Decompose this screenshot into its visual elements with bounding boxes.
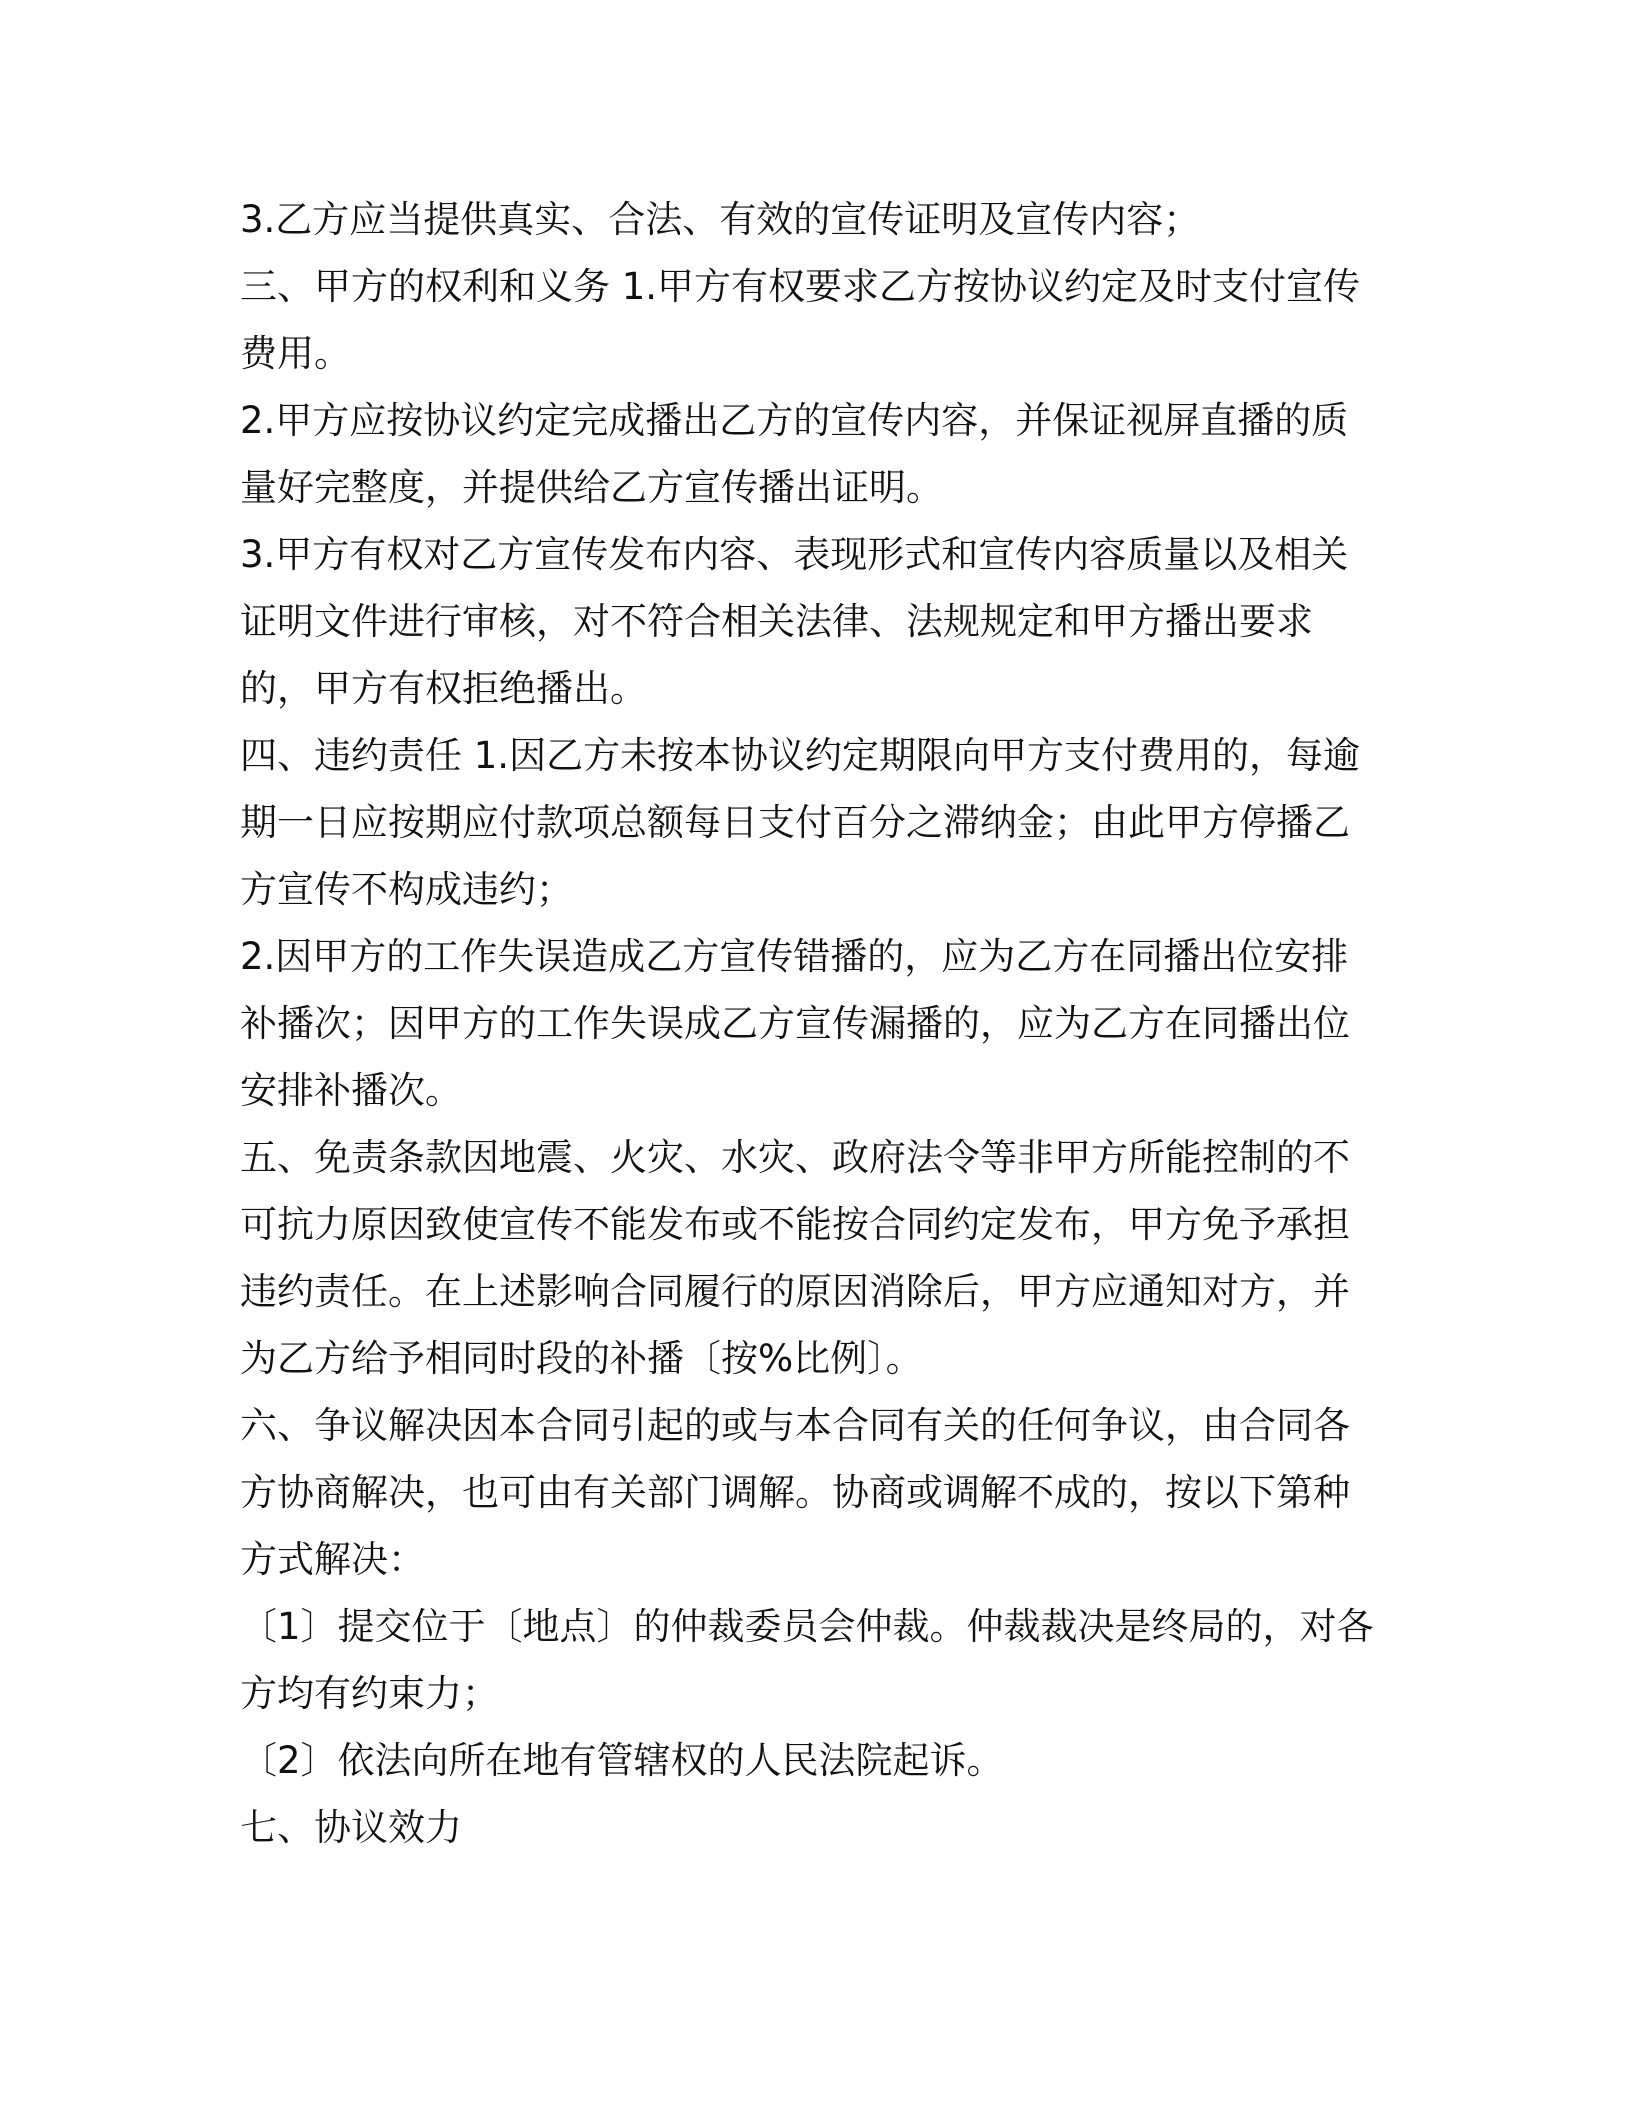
text-line: 安排补播次。 [240,1069,462,1112]
text-line: 方协商解决，也可由有关部门调解。协商或调解不成的，按以下第种 [240,1471,1350,1514]
text-line: 〔1〕提交位于〔地点〕的仲裁委员会仲裁。仲裁裁决是终局的，对各 [240,1605,1374,1648]
text-line: 四、违约责任 1.因乙方未按本协议约定期限向甲方支付费用的，每逾 [240,734,1361,777]
text-line: 2.甲方应按协议约定完成播出乙方的宣传内容，并保证视屏直播的质 [240,399,1349,442]
text-line: 证明文件进行审核，对不符合相关法律、法规规定和甲方播出要求 [240,600,1313,643]
text-line: 可抗力原因致使宣传不能发布或不能按合同约定发布，甲方免予承担 [240,1203,1350,1246]
text-line: 2.因甲方的工作失误造成乙方宣传错播的，应为乙方在同播出位安排 [240,935,1349,978]
text-line: 方宣传不构成违约； [240,868,573,911]
text-line: 方式解决： [240,1538,425,1581]
text-line: 补播次；因甲方的工作失误成乙方宣传漏播的，应为乙方在同播出位 [240,1002,1350,1045]
text-line: 方均有约束力； [240,1672,499,1715]
text-line: 七、协议效力 [240,1806,462,1849]
text-line: 三、甲方的权利和义务 1.甲方有权要求乙方按协议约定及时支付宣传 [240,265,1361,308]
text-line: 五、免责条款因地震、火灾、水灾、政府法令等非甲方所能控制的不 [240,1136,1350,1179]
text-line: 费用。 [240,332,351,375]
text-line: 违约责任。在上述影响合同履行的原因消除后，甲方应通知对方，并 [240,1270,1350,1313]
text-line: 3.甲方有权对乙方宣传发布内容、表现形式和宣传内容质量以及相关 [240,533,1349,576]
text-line: 的，甲方有权拒绝播出。 [240,667,647,710]
text-line: 量好完整度，并提供给乙方宣传播出证明。 [240,466,943,509]
text-line: 为乙方给予相同时段的补播〔按%比例〕。 [240,1337,923,1380]
text-line: 六、争议解决因本合同引起的或与本合同有关的任何争议，由合同各 [240,1404,1350,1447]
document-body [240,186,1380,1861]
text-line: 期一日应按期应付款项总额每日支付百分之滞纳金；由此甲方停播乙 [240,801,1350,844]
text-line: 3.乙方应当提供真实、合法、有效的宣传证明及宣传内容； [240,198,1201,241]
text-line: 〔2〕依法向所在地有管辖权的人民法院起诉。 [240,1739,1004,1782]
